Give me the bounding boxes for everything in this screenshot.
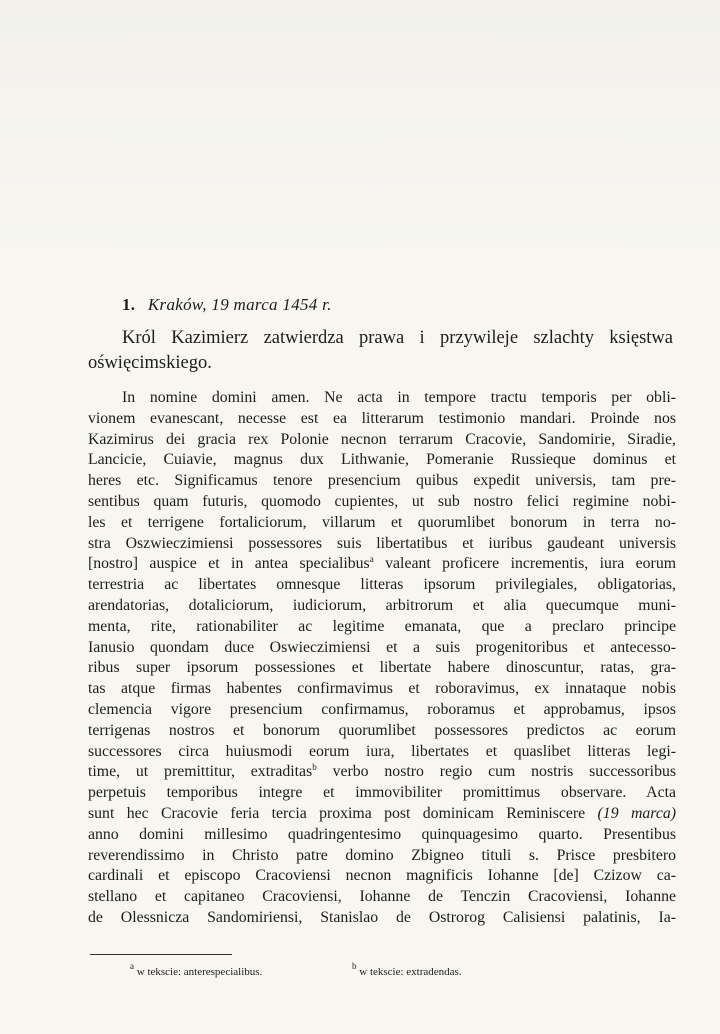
document-body <box>88 388 676 929</box>
text-line: reverendissimo in Christo patre domino Zbigneo tituli s. Prisce presbitero <box>88 846 676 864</box>
text-line: successores circa huiusmodi eorum iura, libertates et quaslibet litteras legi- <box>88 742 676 760</box>
text-line: Kazimirus dei gracia rex Polonie necnon terrarum Cracovie, Sandomirie, Siradie, <box>88 430 676 448</box>
text-line: vionem evanescant, necesse est ea litterarum testimonio mandari. Proinde nos <box>88 409 676 427</box>
place-date: Kraków, 19 marca 1454 r. <box>147 295 332 314</box>
text-line: Ianusio quondam duce Oswieczimiensi et a suis progenitoribus et antecesso- <box>88 638 676 656</box>
text-line: sunt hec Cracovie feria tercia proxima post dominicam Reminiscere (19 marca) <box>88 804 677 822</box>
text-line: arendatorias, dotaliciorum, iudiciorum, arbitrorum et alia quecumque muni- <box>88 596 676 614</box>
text-line: sentibus quam futuris, quomodo cupientes, ut sub nostro felici regimine nobi- <box>88 492 676 510</box>
summary-text: Król Kazimierz zatwierdza prawa i przywileje szlachty księstwa oświęcimskiego. <box>88 328 673 373</box>
document-number: 1. <box>122 295 136 314</box>
footnote-mark: b <box>312 762 317 773</box>
text-line: perpetuis temporibus integre et immovibiliter promittimus observare. Acta <box>88 784 676 802</box>
footnote: $^a$ w tekscie: anterespecialibus. <box>130 961 263 978</box>
text-line: heres etc. Significamus tenore presencium quibus expedit universis, tam pre- <box>88 472 676 490</box>
document-heading <box>122 295 332 315</box>
text-line: time, ut premittitur, extraditas$^b$ verbo nostro regio cum nostris successoribus <box>88 762 677 781</box>
text-line: stra Oszwieczimiensi possessores suis libertatibus et iuribus gaudeant universis <box>88 534 676 552</box>
text-line: clemencia vigore presencium confirmamus, roboramus et approbamus, ipsos <box>88 700 676 718</box>
blank-page-top <box>0 0 720 260</box>
text-line: ribus super ipsorum possessiones et libertate habere dinoscuntur, ratas, gra- <box>88 659 676 677</box>
text-line: cardinali et episcopo Cracoviensi necnon magnificis Iohanne [de] Czizow ca- <box>88 867 676 885</box>
text-line: terrestria ac libertates omnesque litteras ipsorum privilegiales, obligatorias, <box>88 576 676 594</box>
text-line: stellano et capitaneo Cracoviensi, Iohanne de Tenczin Cracoviensi, Iohanne <box>88 888 676 906</box>
text-line: anno domini millesimo quadringentesimo quinquagesimo quarto. Presentibus <box>88 825 676 843</box>
text-line: [nostro] auspice et in antea specialibus$^a$ valeant proficere incrementis, iura eorum <box>88 554 677 573</box>
text-line: Lancicie, Cuiavie, magnus dux Lithwanie, Pomeranie Russieque dominus et <box>88 451 676 469</box>
text-line: tas atque firmas habentes confirmavimus et roboravimus, ex innataque nobis <box>88 680 676 698</box>
date-note: (19 marca) <box>597 804 677 822</box>
text-line: menta, rite, rationabiliter ac legitime emanata, que a preclaro principe <box>88 617 676 635</box>
document-summary <box>88 326 673 376</box>
text-line: terrigenas nostros et bonorum quorumlibet possessores predictos ac eorum <box>88 721 676 739</box>
text-line: In nomine domini amen. Ne acta in tempore tractu temporis per obli- <box>122 389 676 406</box>
text-line: les et terrigene fortaliciorum, villarum et quorumlibet bonorum in terra no- <box>88 513 676 531</box>
footnote-divider <box>90 954 232 955</box>
footnote: $^b$ w tekscie: extradendas. <box>352 961 462 978</box>
footnote-mark: a <box>369 554 374 565</box>
text-line: de Olessnicza Sandomiriensi, Stanislao de Ostrorog Calisiensi palatinis, Ia- <box>88 908 676 926</box>
